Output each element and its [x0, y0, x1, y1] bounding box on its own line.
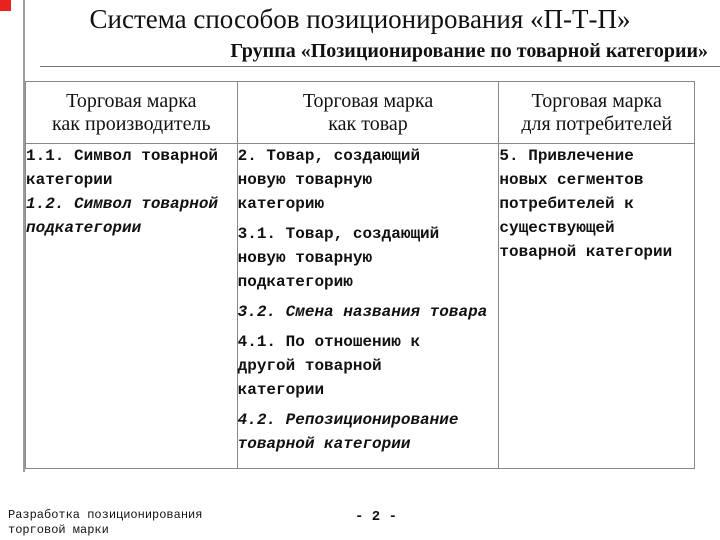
- cell-consumers: [499, 144, 695, 469]
- footer-caption: [8, 508, 202, 538]
- column-header-line: как товар: [328, 113, 408, 135]
- list-item: существующей: [499, 219, 615, 237]
- subtitle-rule: [40, 66, 720, 67]
- footer-caption-line: торговой марки: [8, 523, 109, 537]
- column-header-line: как производитель: [51, 113, 211, 135]
- list-item: категории: [237, 381, 325, 399]
- list-item: потребителей к: [499, 195, 634, 213]
- column-header-line: Торговая марка: [302, 90, 434, 112]
- list-item: 1.1. Символ товарной: [26, 147, 219, 165]
- list-item: 4.1. По отношению к: [237, 333, 421, 351]
- list-item: 5. Привлечение: [499, 147, 634, 165]
- list-item: 1.2. Символ товарной: [26, 195, 219, 213]
- list-item: другой товарной: [237, 357, 382, 375]
- list-item: подкатегорию: [237, 273, 353, 291]
- slide-subtitle: Группа «Позиционирование по товарной категории»: [230, 40, 708, 62]
- slide-title: Система способов позиционирования «П-Т-П»: [89, 4, 631, 34]
- cell-product: [237, 144, 499, 469]
- table-header-row: [26, 82, 695, 144]
- list-item: товарной категории: [237, 435, 411, 453]
- cell-producer: [26, 144, 238, 469]
- page-number: - 2 -: [355, 509, 398, 525]
- list-item: новую товарную: [237, 171, 373, 189]
- column-header-line: для потребителей: [521, 113, 673, 135]
- list-item: товарной категории: [499, 243, 673, 261]
- list-item: категории: [26, 171, 113, 189]
- list-item: 2. Товар, создающий: [237, 147, 421, 165]
- list-item: 4.2. Репозиционирование: [237, 411, 459, 429]
- list-item: 3.2. Смена названия товара: [237, 303, 488, 321]
- table-body-row: [26, 144, 695, 469]
- positioning-table: [25, 81, 695, 469]
- column-header-line: Торговая марка: [66, 90, 197, 112]
- column-header-line: Торговая марка: [531, 90, 662, 112]
- column-header-producer: [26, 82, 238, 144]
- column-header-product: [237, 82, 499, 144]
- list-item: 3.1. Товар, создающий: [237, 225, 440, 243]
- list-item: подкатегории: [26, 219, 142, 237]
- footer-caption-line: Разработка позиционирования: [8, 508, 203, 522]
- list-item: новую товарную: [237, 249, 373, 267]
- list-item: категорию: [237, 195, 325, 213]
- list-item: новых сегментов: [499, 171, 644, 189]
- column-header-consumers: [499, 82, 695, 144]
